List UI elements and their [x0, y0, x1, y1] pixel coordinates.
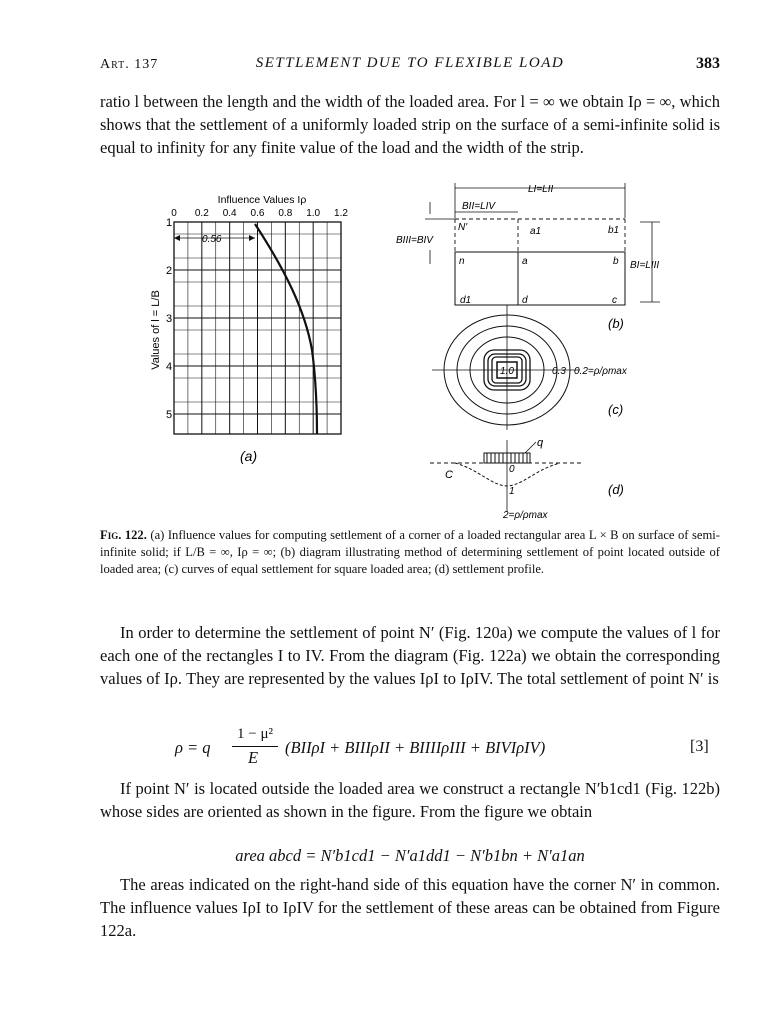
panel-a-title: Influence Values Iρ	[217, 194, 307, 206]
influence-curve	[255, 224, 317, 434]
x-tick-label: 0	[171, 208, 177, 219]
x-tick-label: 0.4	[222, 208, 237, 219]
point-d: d	[522, 295, 528, 306]
marker-label: 0.56	[202, 234, 222, 245]
point-b: b	[613, 256, 619, 267]
running-title: SETTLEMENT DUE TO FLEXIBLE LOAD	[255, 55, 565, 71]
equation-3-lhs: ρ = q	[175, 738, 211, 757]
dim-BIII-BIV: BIII=BIV	[396, 235, 433, 246]
y-tick-label: 3	[166, 313, 173, 325]
equation-3-numerator: 1 − μ²	[237, 726, 273, 742]
panel-d-label: (d)	[608, 482, 624, 497]
point-b1: b1	[608, 225, 620, 236]
paragraph-4: The areas indicated on the right-hand side of this equation have the corner N′ in common. The influence values IρI to IρIV for the settlement of these areas can be obtained from Figure 122a.	[100, 875, 720, 940]
page-number: 383	[696, 55, 720, 72]
y-tick-label: 4	[166, 361, 173, 373]
panel-b-label: (b)	[608, 316, 624, 331]
article-label: Art. 137	[100, 57, 159, 72]
point-a1: a1	[530, 226, 542, 237]
fraction-bar	[232, 746, 278, 747]
y-axis-label: Values of l = L/B	[150, 290, 162, 370]
dim-LI-LII: LI=LII	[528, 184, 554, 195]
dim-BI-LIII: BI=LIII	[630, 260, 660, 271]
caption-text: (a) Influence values for computing settlement of a corner of a loaded rectangular area L × B on surface of semi-infinite solid; if L/B = ∞, Iρ = ∞; (b) diagram illustrating method of determining settlement of point located outside of loaded area; (c) curves of equal settlement for square loaded area; (d) settlement profile.	[100, 528, 720, 576]
profile-one: 1	[509, 486, 515, 497]
x-tick-label: 0.2	[194, 208, 209, 219]
x-tick-label: 0.8	[278, 208, 293, 219]
point-c: c	[612, 295, 617, 306]
area-equation: area abcd = N′b1cd1 − N′a1dd1 − N′b1bn + N′a1an	[235, 846, 585, 865]
y-tick-label: 5	[166, 409, 173, 421]
point-C: C	[445, 469, 453, 481]
contour-label-0-2: 0.2=ρ/ρmax	[574, 366, 627, 377]
panel-d-profile	[430, 437, 624, 521]
equation-3-denominator: E	[248, 748, 259, 767]
equation-3-rhs: (BIIρI + BIIIρII + BIIIIρIII + BIVIρIV)	[285, 738, 546, 757]
x-tick-label: 0.6	[250, 208, 265, 219]
panel-b-diagram	[396, 183, 660, 331]
point-d1: d1	[460, 295, 472, 306]
figure-number: Fig. 122.	[100, 528, 147, 542]
paragraph-2: In order to determine the settlement of point N′ (Fig. 120a) we compute the values of l for each one of the rectangles I to IV. From the diagram (Fig. 122a) we obtain the corresponding values of Iρ. They are represented by the values IρI to IρIV. The total settlement of point N′ is	[100, 623, 720, 688]
profile-zero: 0	[509, 464, 515, 475]
point-n: n	[459, 256, 465, 267]
point-a: a	[522, 256, 528, 267]
x-tick-labels	[171, 208, 348, 219]
y-tick-label: 2	[166, 265, 173, 277]
contour-center-label: 1.0	[500, 366, 514, 377]
y-tick-labels	[166, 217, 172, 421]
panel-a-chart	[150, 194, 348, 464]
contour-label-0-3: 0.3	[552, 366, 566, 377]
profile-axis-label: 2=ρ/ρmax	[503, 510, 548, 521]
dim-BII-LIV: BII=LIV	[462, 201, 496, 212]
x-tick-label: 1.0	[306, 208, 321, 219]
panel-c-label: (c)	[608, 402, 624, 417]
paragraph-3: If point N′ is located outside the loaded area we construct a rectangle N′b1cd1 (Fig. 122b) whose sides are oriented as shown in the figure. From the figure we obtain	[100, 779, 720, 821]
figure-caption	[100, 527, 720, 578]
intro-paragraph: ratio l between the length and the width of the loaded area. For l = ∞ we obtain Iρ = ∞, which shows that the settlement of a uniformly loaded strip on the surface of a semi-infinite solid is equal to infinity for any finite value of the load and the width of the strip.	[100, 92, 720, 157]
y-tick-label: 1	[166, 217, 173, 229]
panel-a-label: (a)	[240, 448, 258, 464]
load-q: q	[537, 437, 544, 449]
equation-number: [3]	[690, 738, 709, 755]
point-N: N'	[458, 222, 468, 233]
x-tick-label: 1.2	[334, 208, 348, 219]
